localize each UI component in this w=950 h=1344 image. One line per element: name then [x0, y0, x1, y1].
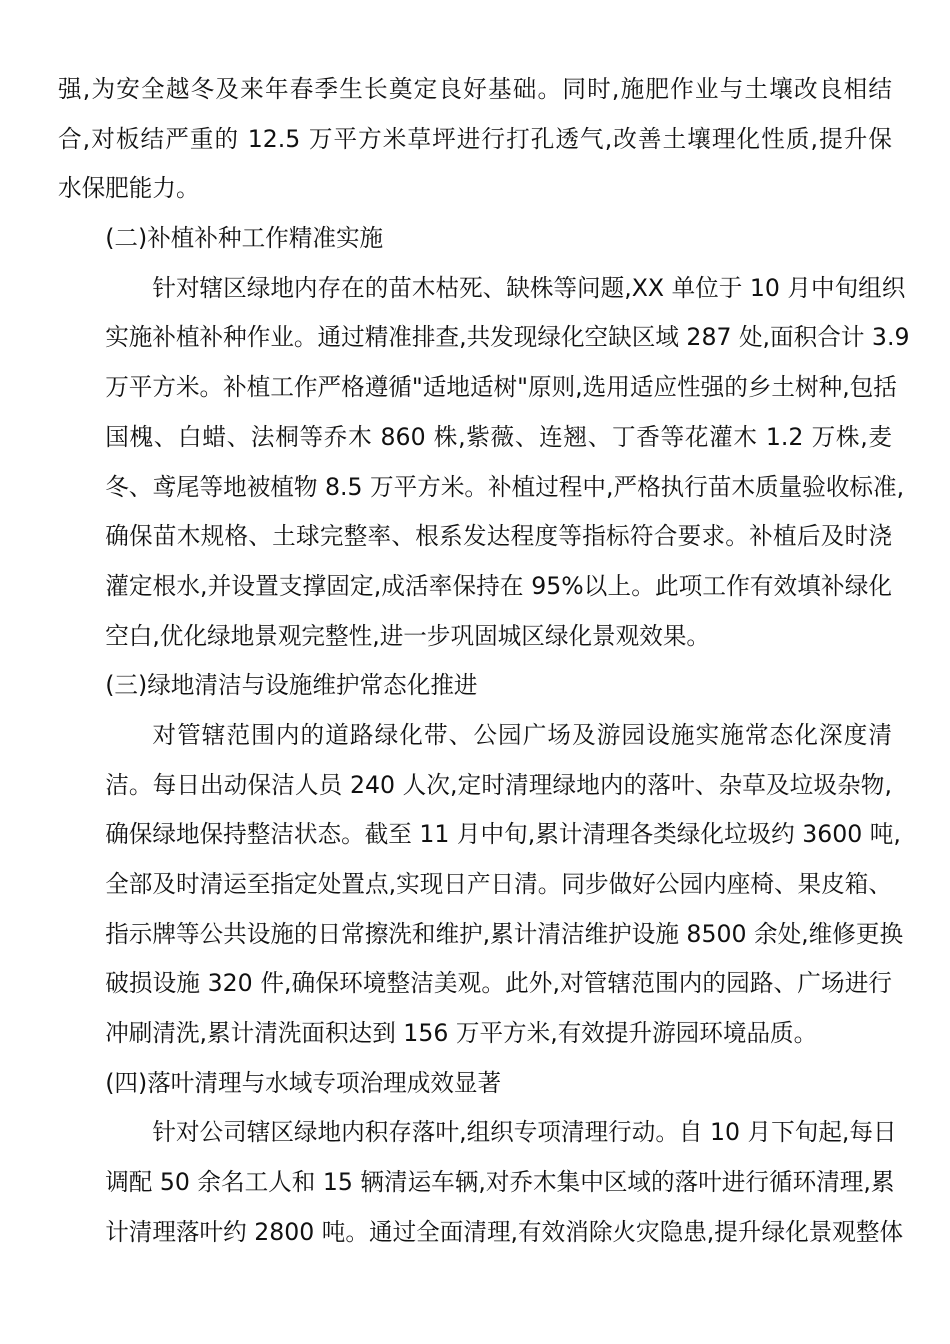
text-line: 指示牌等公共设施的日常擦洗和维护,累计清洁维护设施 8500 余处,维修更换	[105, 919, 904, 948]
text-line: 确保苗木规格、土球完整率、根系发达程度等指标符合要求。补植后及时浇	[105, 522, 892, 551]
text-line: 洁。每日出动保洁人员 240 人次,定时清理绿地内的落叶、杂草及垃圾杂物,	[105, 770, 892, 799]
text-line: 对管辖范围内的道路绿化带、公园广场及游园设施实施常态化深度清	[152, 720, 892, 749]
paragraph-cleaning	[58, 711, 904, 1059]
text-line: 水保肥能力。	[58, 174, 200, 203]
text-line: 针对辖区绿地内存在的苗木枯死、缺株等问题,XX 单位于 10 月中旬组织	[152, 273, 906, 302]
text-line: 空白,优化绿地景观完整性,进一步巩固城区绿化景观效果。	[105, 621, 711, 650]
document-page	[58, 65, 910, 1258]
paragraph-continuation	[58, 65, 892, 214]
section-heading-4: (四)落叶清理与水域专项治理成效显著	[105, 1068, 502, 1097]
text-line: 国槐、白蜡、法桐等乔木 860 株,紫薇、连翘、丁香等花灌木 1.2 万株,麦	[105, 422, 892, 451]
text-line: 实施补植补种作业。通过精准排查,共发现绿化空缺区域 287 处,面积合计 3.9	[105, 323, 910, 352]
text-line: 全部及时清运至指定处置点,实现日产日清。同步做好公园内座椅、果皮箱、	[105, 870, 892, 898]
text-line: 万平方米。补植工作严格遵循"适地适树"原则,选用适应性强的乡土树种,包括	[105, 373, 897, 402]
text-line: 确保绿地保持整洁状态。截至 11 月中旬,累计清理各类绿化垃圾约 3600 吨,	[105, 820, 901, 849]
section-heading-3: (三)绿地清洁与设施维护常态化推进	[105, 671, 478, 700]
paragraph-replanting	[58, 264, 910, 662]
text-line: 强,为安全越冬及来年春季生长奠定良好基础。同时,施肥作业与土壤改良相结	[58, 75, 892, 103]
text-line: 合,对板结严重的 12.5 万平方米草坪进行打孔透气,改善土壤理化性质,提升保	[58, 124, 892, 153]
text-line: 破损设施 320 件,确保环境整洁美观。此外,对管辖范围内的园路、广场进行	[105, 969, 892, 998]
text-line: 冬、鸢尾等地被植物 8.5 万平方米。补植过程中,严格执行苗木质量验收标准,	[105, 472, 905, 501]
paragraph-leaf-clearing	[58, 1108, 904, 1257]
text-line: 冲刷清洗,累计清洗面积达到 156 万平方米,有效提升游园环境品质。	[105, 1019, 818, 1048]
text-line: 针对公司辖区绿地内积存落叶,组织专项清理行动。自 10 月下旬起,每日	[152, 1118, 897, 1147]
text-line: 调配 50 余名工人和 15 辆清运车辆,对乔木集中区域的落叶进行循环清理,累	[105, 1168, 895, 1197]
text-line: 灌定根水,并设置支撑固定,成活率保持在 95%以上。此项工作有效填补绿化	[105, 571, 892, 600]
text-line: 计清理落叶约 2800 吨。通过全面清理,有效消除火灾隐患,提升绿化景观整体	[105, 1217, 904, 1246]
section-heading-2: (二)补植补种工作精准实施	[105, 224, 384, 253]
